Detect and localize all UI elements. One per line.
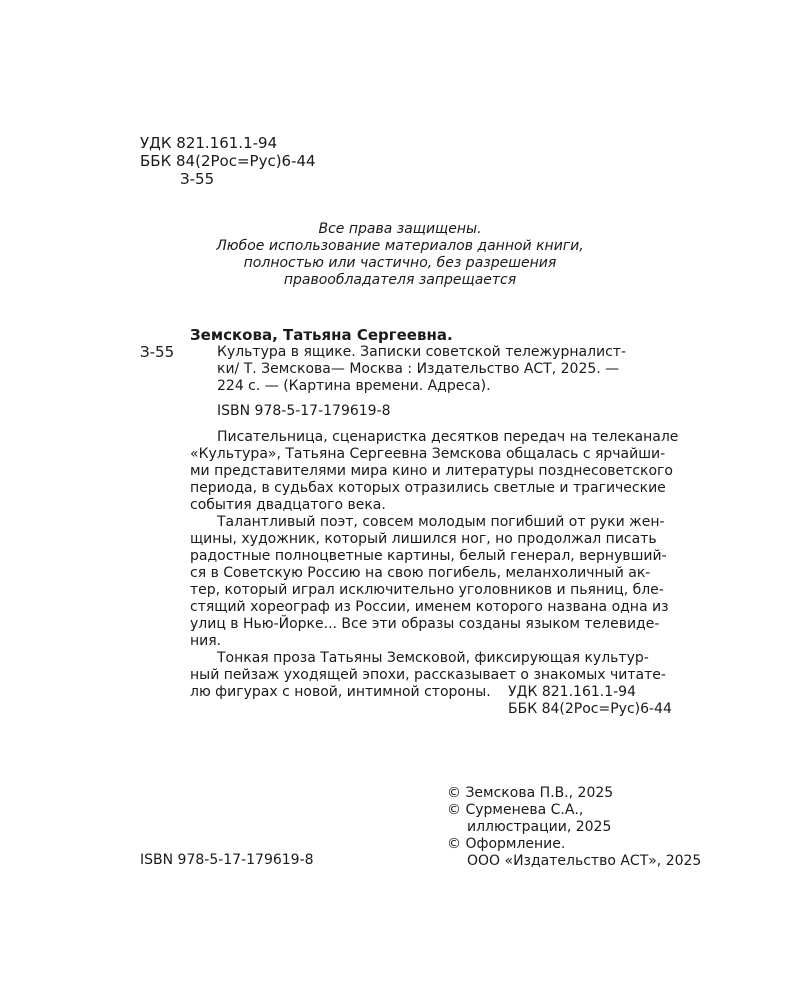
author-name: Земскова, Татьяна Сергеевна. bbox=[190, 326, 453, 344]
annotation-line: периода, в судьбах которых отразились светлые и трагические bbox=[190, 480, 666, 496]
biblio-line: ки/ Т. Земскова— Москва : Издательство АСТ, 2025. — bbox=[217, 361, 620, 377]
annotation-line: Писательница, сценаристка десятков передач на телеканале bbox=[217, 429, 679, 445]
annotation-line: радостные полноцветные картины, белый генерал, вернувший- bbox=[190, 548, 667, 564]
rights-line: Любое использование материалов данной книги, bbox=[216, 238, 584, 254]
copyright-line: ООО «Издательство АСТ», 2025 bbox=[467, 853, 702, 869]
bbk-code: ББК 84(2Рос=Рус)6-44 bbox=[508, 701, 672, 717]
classification-bottom bbox=[508, 684, 672, 718]
rights-notice bbox=[150, 221, 650, 289]
annotation-line: Талантливый поэт, совсем молодым погибший от руки жен- bbox=[217, 514, 665, 530]
copyright-line: © Сурменева С.А., bbox=[447, 802, 584, 818]
biblio-isbn: ISBN 978-5-17-179619-8 bbox=[217, 403, 391, 419]
annotation-line: стящий хореограф из России, именем которого названа одна из bbox=[190, 599, 669, 615]
biblio-line: 224 с. — (Картина времени. Адреса). bbox=[217, 378, 491, 394]
bbk-code: ББК 84(2Рос=Рус)6-44 bbox=[140, 152, 316, 170]
copyright-line: © Оформление. bbox=[447, 836, 566, 852]
copyright-line: иллюстрации, 2025 bbox=[467, 819, 612, 835]
annotation-line: тер, который играл исключительно уголовников и пьяниц, бле- bbox=[190, 582, 664, 598]
annotation-line: Тонкая проза Татьяны Земсковой, фиксирующая культур- bbox=[217, 650, 649, 666]
copyright-line: © Земскова П.В., 2025 bbox=[447, 785, 614, 801]
rights-line: полностью или частично, без разрешения bbox=[243, 255, 557, 271]
annotation-line: ния. bbox=[190, 633, 222, 649]
annotation bbox=[190, 429, 690, 701]
rights-line: правообладателя запрещается bbox=[283, 272, 517, 288]
classification-top bbox=[140, 134, 316, 188]
bibliographic-record bbox=[190, 326, 690, 420]
annotation-line: ми представителями мира кино и литературы позднесоветского bbox=[190, 463, 673, 479]
annotation-line: ный пейзаж уходящей эпохи, рассказывает о знакомых читате- bbox=[190, 667, 666, 683]
udk-code: УДК 821.161.1-94 bbox=[508, 684, 636, 700]
annotation-line: щины, художник, который лишился ног, но продолжал писать bbox=[190, 531, 657, 547]
biblio-author-sign: З-55 bbox=[140, 343, 175, 361]
annotation-line: «Культура», Татьяна Сергеевна Земскова общалась с ярчайши- bbox=[190, 446, 666, 462]
annotation-paragraph bbox=[190, 514, 690, 650]
author-sign: З-55 bbox=[180, 170, 215, 188]
annotation-line: события двадцатого века. bbox=[190, 497, 386, 513]
udk-code: УДК 821.161.1-94 bbox=[140, 134, 278, 152]
copyright-block bbox=[447, 785, 701, 870]
rights-line: Все права защищены. bbox=[318, 221, 482, 237]
isbn-bottom: ISBN 978-5-17-179619-8 bbox=[140, 852, 314, 868]
annotation-line: лю фигурах с новой, интимной стороны. bbox=[190, 684, 491, 700]
annotation-line: улиц в Нью-Йорке... Все эти образы созданы языком телевиде- bbox=[190, 616, 660, 632]
annotation-line: ся в Советскую Россию на свою погибель, меланхоличный ак- bbox=[190, 565, 651, 581]
biblio-line: Культура в ящике. Записки советской тележурналист- bbox=[217, 344, 627, 360]
biblio-description bbox=[190, 344, 690, 395]
annotation-paragraph bbox=[190, 429, 690, 514]
